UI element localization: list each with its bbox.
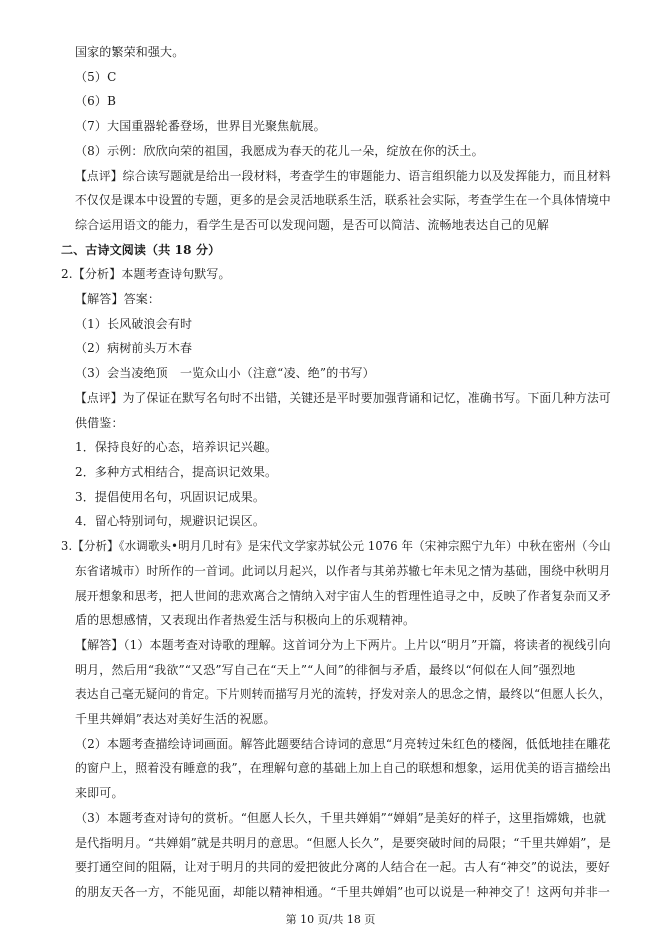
section-heading: 二、古诗文阅读（共 18 分） [61, 243, 221, 257]
text-line: 展开想象和思考，把人世间的悲欢离合之情纳入对宇宙人生的哲理性追寻之中，反映了作者复杂而又矛 [75, 589, 611, 603]
text-line: （6）B [75, 94, 117, 108]
list-item: 2．多种方式相结合，提高识记效果。 [75, 465, 278, 479]
answer-paragraph: （2）本题考查描绘诗词画面。解答此题要结合诗词的意思“月亮转过朱红色的楼阁，低低地挂在雕花 [75, 737, 611, 751]
list-item: 1．保持良好的心态，培养识记兴趣。 [75, 440, 278, 454]
comment-paragraph: 【点评】为了保证在默写名句时不出错，关键还是平时要加强背诵和记忆，准确书写。下面几种方法可 [75, 391, 611, 405]
text-line: 明月，然后用“我欲”“又恐”写自己在“天上”“人间”的徘徊与矛盾，最终以“何似在人间”强烈地 [75, 663, 576, 677]
answer-paragraph: 【解答】（1）本题考查对诗歌的理解。这首词分为上下两片。上片以“明月”开篇，将读者的视线引向 [75, 638, 611, 652]
text-line: 的窗户上，照着没有睡意的我”，在理解句意的基础上加上自己的联想和想象，运用优美的语言描绘出 [75, 761, 612, 775]
text-line: （7）大国重器轮番登场，世界目光聚焦航展。 [75, 119, 326, 133]
text-line: 表达自己毫无疑问的肯定。下片则转而描写月光的流转，抒发对亲人的思念之情，最终以“但愿人长久， [75, 687, 611, 701]
answer-paragraph: （3）本题考查对诗句的赏析。“但愿人长久，千里共婵娟”“婵娟”是美好的样子，这里指嫦娥，也就 [75, 811, 607, 825]
comment-paragraph: 【点评】综合读写题就是给出一段材料，考查学生的审题能力、语言组织能力以及发挥能力，而且材料 [75, 169, 611, 183]
question-3-analysis: 3.【分析】《水调歌头•明月几时有》是宋代文学家苏轼公元 1076 年（宋神宗熙宁九年）中秋在密州（今山 [61, 539, 611, 553]
text-line: 要打通空间的阻隔，让对于明月的共同的爱把彼此分离的人结合在一起。古人有“神交”的说法，要好 [75, 860, 611, 874]
text-line: 是代指明月。“共婵娟”就是共明月的意思。“但愿人长久”，是要突破时间的局限；“千里共婵娟”，是 [75, 836, 611, 850]
page-number-footer: 第 10 页/共 18 页 [285, 913, 376, 926]
text-line: 国家的繁荣和强大。 [75, 45, 185, 59]
text-line: 来即可。 [75, 786, 124, 800]
text-line: 综合运用语文的能力，看学生是否可以发现问题，是否可以简洁、流畅地表达自己的见解 [75, 218, 549, 232]
answer-label: 【解答】答案： [75, 292, 161, 306]
answer-item: （3）会当凌绝顶 一览众山小（注意“凌、绝”的书写） [75, 366, 375, 380]
answer-item: （1）长风破浪会有时 [75, 317, 193, 331]
text-line: （5）C [75, 70, 117, 84]
text-line: 不仅仅是课本中设置的专题，更多的是会灵活地联系生活，联系社会实际，考查学生在一个具体情境中 [75, 193, 611, 207]
answer-item: （2）病树前头万木春 [75, 341, 193, 355]
text-line: （8）示例：欣欣向荣的祖国，我愿成为春天的花儿一朵，绽放在你的沃土。 [75, 144, 484, 158]
list-item: 3．提倡使用名句，巩固识记成果。 [75, 490, 266, 504]
text-line: 的朋友天各一方，不能见面，却能以精神相通。“千里共婵娟”也可以说是一种神交了！这两句并非一 [75, 885, 611, 899]
text-line: 东省诸城市）时所作的一首词。此词以月起兴，以作者与其弟苏辙七年未见之情为基础，围绕中秋明月 [75, 564, 611, 578]
text-line: 盾的思想感情，又表现出作者热爱生活与积极向上的乐观精神。 [75, 613, 416, 627]
text-line: 千里共婵娟”表达对美好生活的祝愿。 [75, 712, 276, 726]
question-2-analysis: 2.【分析】本题考查诗句默写。 [61, 267, 231, 281]
list-item: 4．留心特别词句，规避识记误区。 [75, 514, 266, 528]
text-line: 供借鉴： [75, 416, 124, 430]
